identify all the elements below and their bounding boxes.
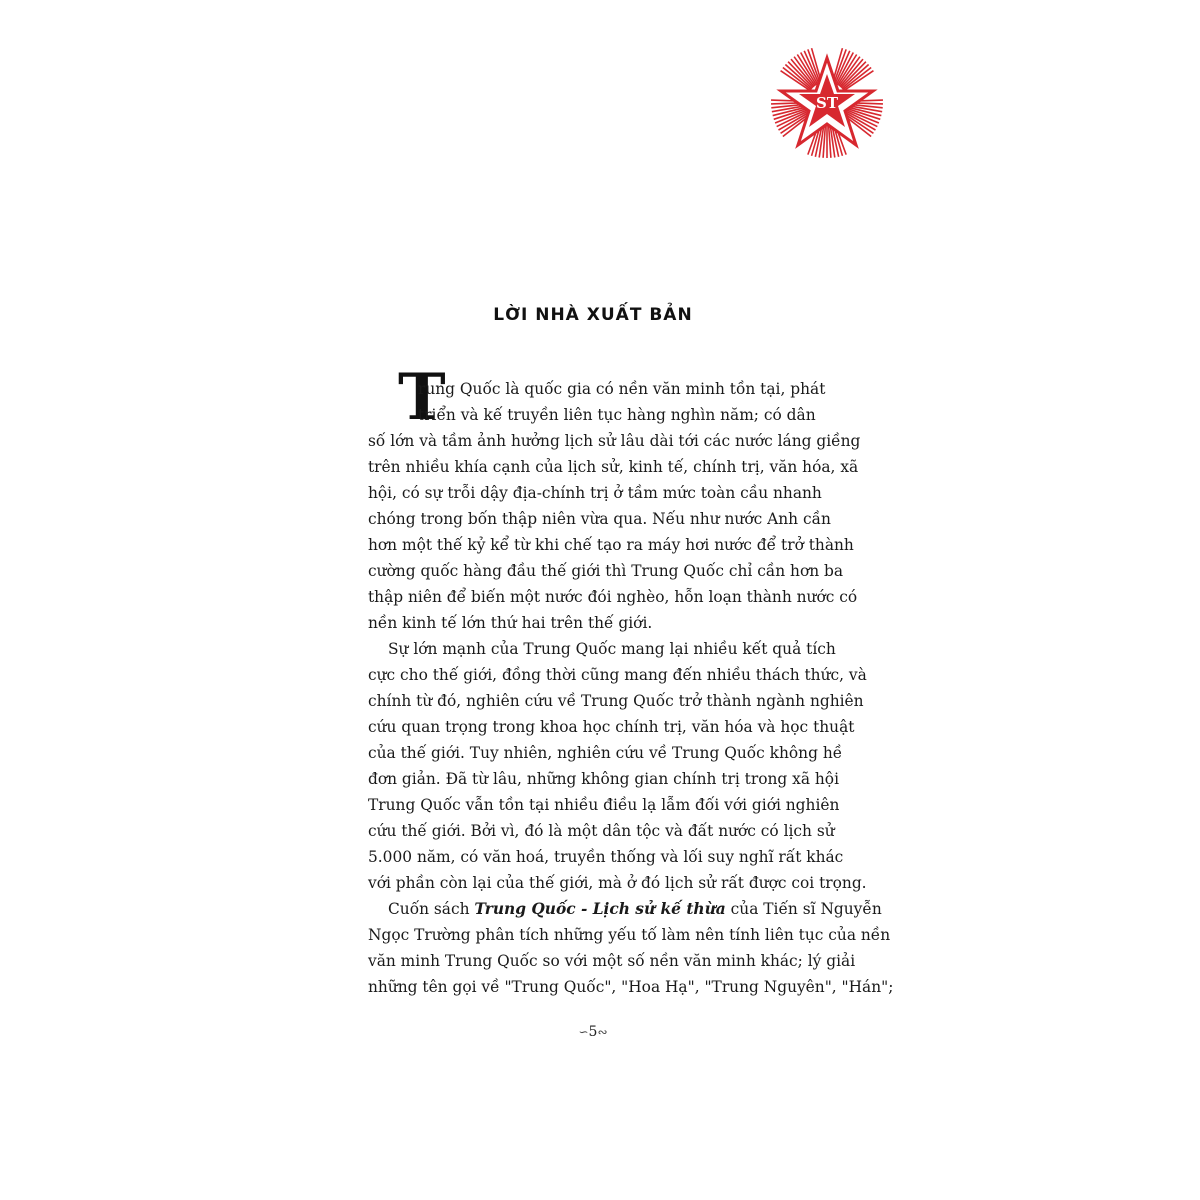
drop-cap: T <box>398 360 446 435</box>
text-line: nền kinh tế lớn thứ hai trên thế giới. <box>368 614 653 632</box>
ornament-right: ∾ <box>597 1025 608 1039</box>
body-text <box>368 376 894 1000</box>
page-number <box>0 1024 1186 1040</box>
text-line: Ngọc Trường phân tích những yếu tố làm nên tính liên tục của nền <box>368 926 891 944</box>
text-line: trên nhiều khía cạnh của lịch sử, kinh tế, chính trị, văn hóa, xã <box>368 458 859 476</box>
book-title: Trung Quốc - Lịch sử kế thừa <box>474 900 726 918</box>
text-fragment: Cuốn sách <box>388 900 475 918</box>
paragraph-2 <box>368 636 867 896</box>
text-line <box>368 896 882 922</box>
text-line: chóng trong bốn thập niên vừa qua. Nếu như nước Anh cần <box>368 510 831 528</box>
paragraph-3 <box>368 896 894 1000</box>
text-line: cường quốc hàng đầu thế giới thì Trung Quốc chỉ cần hơn ba <box>368 562 844 580</box>
logo-text: ST <box>816 94 838 112</box>
text-line: của thế giới. Tuy nhiên, nghiên cứu về Trung Quốc không hề <box>368 744 843 762</box>
text-line: văn minh Trung Quốc so với một số nền văn minh khác; lý giải <box>368 952 856 970</box>
text-line: số lớn và tầm ảnh hưởng lịch sử lâu dài tới các nước láng giềng <box>368 432 861 450</box>
text-line: thập niên để biến một nước đói nghèo, hỗn loạn thành nước có <box>368 588 858 606</box>
text-line: chính từ đó, nghiên cứu về Trung Quốc trở thành ngành nghiên <box>368 692 864 710</box>
text-line: cực cho thế giới, đồng thời cũng mang đến nhiều thách thức, và <box>368 666 867 684</box>
text-line: cứu quan trọng trong khoa học chính trị, văn hóa và học thuật <box>368 718 855 736</box>
page-heading: LỜI NHÀ XUẤT BẢN <box>493 305 693 325</box>
text-line: triển và kế truyền liên tục hàng nghìn năm; có dân <box>418 406 816 424</box>
text-line: rung Quốc là quốc gia có nền văn minh tồn tại, phát <box>418 380 826 398</box>
ornament-left: ∽ <box>578 1025 589 1039</box>
paragraph-1 <box>368 376 861 636</box>
text-line: 5.000 năm, có văn hoá, truyền thống và lối suy nghĩ rất khác <box>368 848 844 866</box>
page-number-value: 5 <box>588 1024 598 1040</box>
text-line: Trung Quốc vẫn tồn tại nhiều điều lạ lẫm đối với giới nghiên <box>368 796 840 814</box>
text-line: đơn giản. Đã từ lâu, những không gian chính trị trong xã hội <box>368 770 839 788</box>
text-line: những tên gọi về "Trung Quốc", "Hoa Hạ", "Trung Nguyên", "Hán"; <box>368 978 894 996</box>
text-line: hơn một thế kỷ kể từ khi chế tạo ra máy hơi nước để trở thành <box>368 536 854 554</box>
text-line: với phần còn lại của thế giới, mà ở đó lịch sử rất được coi trọng. <box>368 874 867 892</box>
red-star-emblem-icon <box>766 44 888 166</box>
text-line: hội, có sự trỗi dậy địa-chính trị ở tầm mức toàn cầu nhanh <box>368 484 822 502</box>
text-line: cứu thế giới. Bởi vì, đó là một dân tộc và đất nước có lịch sử <box>368 822 835 840</box>
text-fragment: của Tiến sĩ Nguyễn <box>725 900 882 918</box>
text-line: Sự lớn mạnh của Trung Quốc mang lại nhiều kết quả tích <box>388 640 836 658</box>
